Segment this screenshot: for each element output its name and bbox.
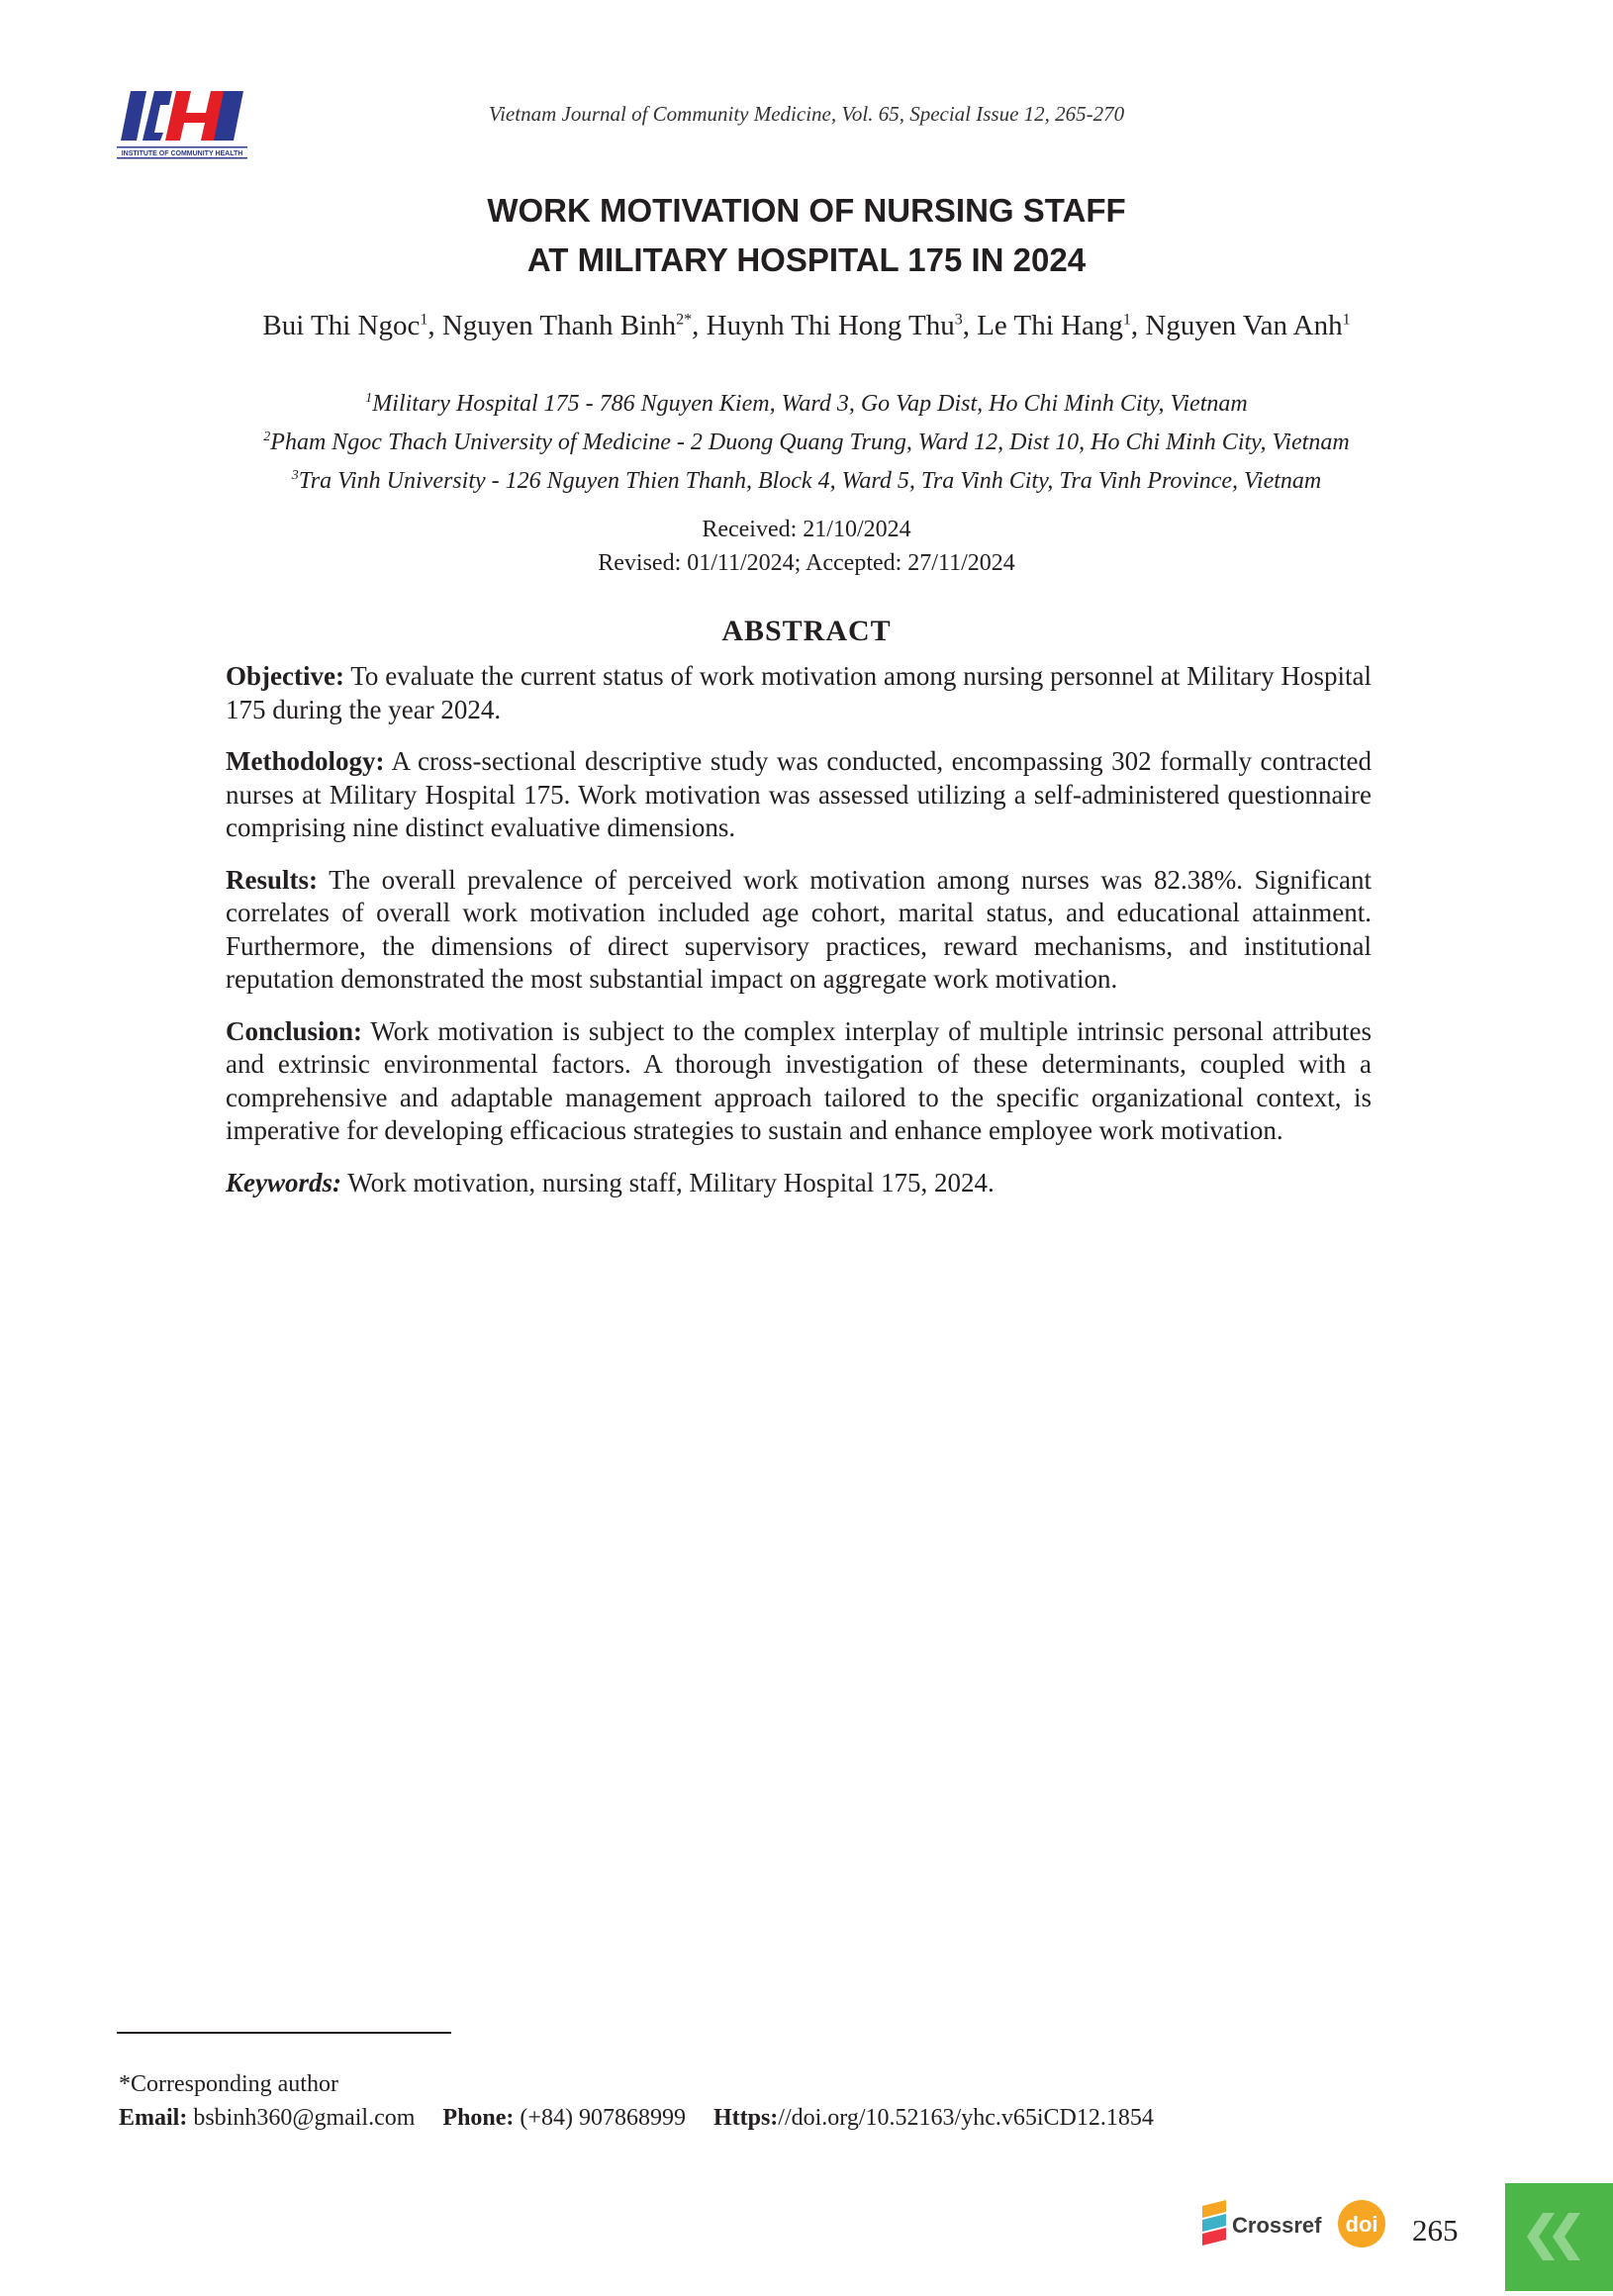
affiliation-list <box>99 382 1514 498</box>
contact-line: Email: bsbinh360@gmail.com Phone: (+84) 907868999 Https://doi.org/10.52163/yhc.v65iCD12.1854 <box>119 2105 1154 2131</box>
affiliation: $^2$Pham Ngoc Thach University of Medicine - 2 Duong Quang Trung, Ward 12, Dist 10, Ho Chi Minh City, Vietnam <box>263 430 1350 455</box>
author-2-affil: 2* <box>676 311 693 329</box>
abstract-body <box>226 660 1372 1218</box>
revised-accepted-date: Revised: 01/11/2024; Accepted: 27/11/2024 <box>598 550 1015 576</box>
author-3: Huynh Thi Hong Thu <box>706 310 955 341</box>
phone-number: (+84) 907868999 <box>514 2105 686 2131</box>
affiliation: $^3$Tra Vinh University - 126 Nguyen Thien Thanh, Block 4, Ward 5, Tra Vinh City, Tra Vinh Province, Vietnam <box>291 468 1322 494</box>
author-4: Le Thi Hang <box>977 310 1123 341</box>
abstract-methodology: Methodology: A cross-sectional descriptive study was conducted, encompassing 302 formally contracted nurses at Military Hospital 175. Work motivation was assessed utilizing a self-administered questionnaire comprising nine distinct evaluative dimensions. <box>226 746 1372 842</box>
author-list: Bui Thi Ngoc$^1$, Nguyen Thanh Binh$^{2*}$, Huynh Thi Hong Thu$^3$, Le Thi Hang$^1$, Nguyen Van Anh$^1$ <box>262 310 1351 341</box>
logo-text: INSTITUTE OF COMMUNITY HEALTH <box>121 150 243 157</box>
crossref-doi-logo <box>1200 2198 1388 2249</box>
footnote <box>119 2067 1405 2135</box>
institute-of-community-health-logo <box>117 89 247 160</box>
submission-dates <box>297 513 1316 580</box>
corresponding-author-note: *Corresponding author <box>119 2071 338 2097</box>
abstract-objective: Objective: To evaluate the current status of work motivation among nursing personnel at Military Hospital 175 during the year 2024. <box>226 661 1372 724</box>
doi-badge-text: doi <box>1345 2212 1378 2237</box>
author-5-affil: 1 <box>1342 311 1351 329</box>
email-address: bsbinh360@gmail.com <box>187 2105 416 2131</box>
received-date: Received: 21/10/2024 <box>702 517 911 542</box>
footnote-divider <box>117 2032 451 2034</box>
abstract-heading: ABSTRACT <box>721 615 892 647</box>
abstract-conclusion: Conclusion: Work motivation is subject to the complex interplay of multiple intrinsic personal attributes and extrinsic environmental factors. A thorough investigation of these determinants, coupled with a comprehensive and adaptable management approach tailored to the specific organizational context, is imperative for developing efficacious strategies to sustain and enhance employee work motivation. <box>226 1015 1372 1145</box>
crossref-text: Crossref <box>1232 2213 1322 2238</box>
author-5: Nguyen Van Anh <box>1145 310 1343 341</box>
doi-link[interactable]: //doi.org/10.52163/yhc.v65iCD12.1854 <box>778 2105 1154 2131</box>
abstract-keywords: Keywords: Work motivation, nursing staff, Military Hospital 175, 2024. <box>226 1167 995 1197</box>
author-3-affil: 3 <box>954 311 963 329</box>
title-line-1: WORK MOTIVATION OF NURSING STAFF <box>487 192 1126 229</box>
page-number: 265 <box>1412 2213 1459 2248</box>
affiliation: $^1$Military Hospital 175 - 786 Nguyen Kiem, Ward 3, Go Vap Dist, Ho Chi Minh City, Vietnam <box>365 391 1248 417</box>
page-corner-tab <box>1505 2183 1613 2291</box>
chevron-left-double-icon <box>1505 2183 1613 2291</box>
author-4-affil: 1 <box>1122 311 1131 329</box>
author-2: Nguyen Thanh Binh <box>441 310 677 341</box>
journal-citation: Vietnam Journal of Community Medicine, Vol. 65, Special Issue 12, 265-270 <box>488 102 1125 126</box>
abstract-results: Results: The overall prevalence of perceived work motivation among nurses was 82.38%. Significant correlates of overall work motivation included age cohort, marital status, and educational attainment. Furthermore, the dimensions of direct supervisory practices, reward mechanisms, and institutional reputation demonstrated the most substantial impact on aggregate work motivation. <box>226 864 1372 994</box>
author-1-affil: 1 <box>420 311 428 329</box>
author-1: Bui Thi Ngoc <box>262 310 421 341</box>
paper-title <box>213 186 1400 285</box>
title-line-2: AT MILITARY HOSPITAL 175 IN 2024 <box>526 241 1087 278</box>
